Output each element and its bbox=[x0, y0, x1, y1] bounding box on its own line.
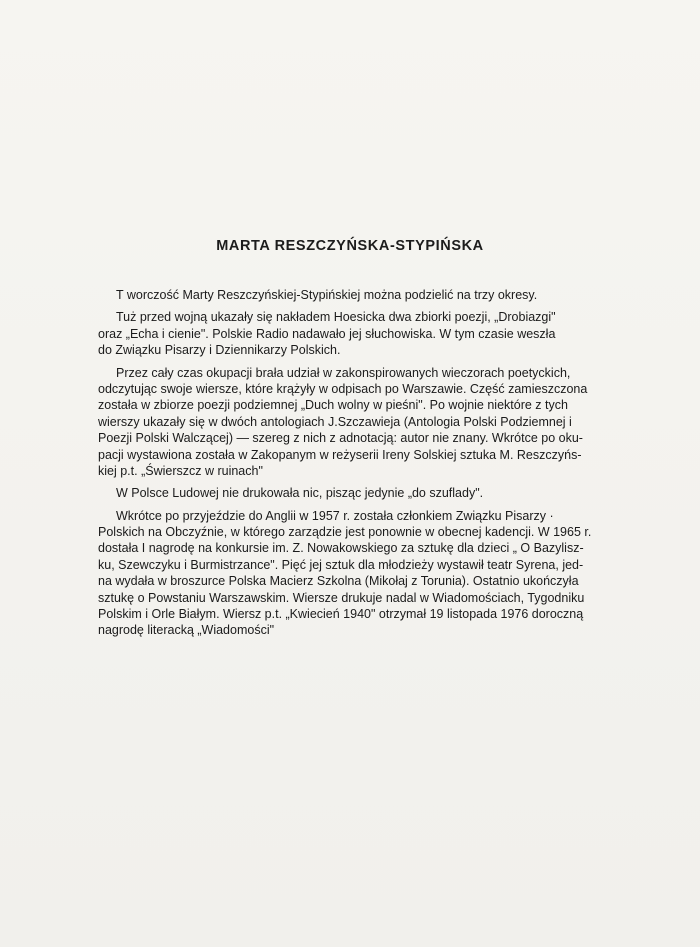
text-line: Poezji Polski Walczącej) — szereg z nich z adnotacją: autor nie znany. Wkrótce po oku- bbox=[98, 431, 583, 446]
text-line: T worczość Marty Reszczyńskiej-Stypińskiej można podzielić na trzy okresy. bbox=[116, 288, 538, 302]
text-line: oraz „Echa i cienie". Polskie Radio nadawało jej słuchowiska. W tym czasie weszła bbox=[98, 326, 556, 341]
text-line: wierszy ukazały się w dwóch antologiach J.Szczawieja (Antologia Polski Podziemnej i bbox=[98, 414, 572, 429]
text-line: dostała I nagrodę na konkursie im. Z. Nowakowskiego za sztukę dla dzieci „ O Bazylisz- bbox=[98, 541, 584, 556]
paragraph-3 bbox=[98, 365, 610, 480]
document-body bbox=[98, 287, 610, 639]
text-line: Polskim i Orle Białym. Wiersz p.t. „Kwiecień 1940" otrzymał 19 listopada 1976 doroczną bbox=[98, 607, 584, 622]
text-line: Polskich na Obczyźnie, w którego zarządzie jest ponownie w obecnej kadencji. W 1965 r. bbox=[98, 525, 592, 540]
text-line: ku, Szewczyku i Burmistrzance". Pięć jej sztuk dla młodzieży wystawił teatr Syrena, jed- bbox=[98, 557, 584, 572]
paragraph-4 bbox=[98, 485, 610, 501]
text-line: pacji wystawiona została w Zakopanym w reżyserii Ireny Solskiej sztuka M. Reszczyńs- bbox=[98, 447, 582, 462]
text-line: do Związku Pisarzy i Dziennikarzy Polskich. bbox=[98, 343, 341, 358]
paragraph-5 bbox=[98, 508, 610, 639]
text-line: Przez cały czas okupacji brała udział w zakonspirowanych wieczorach poetyckich, bbox=[116, 365, 571, 380]
text-line: została w zbiorze poezji podziemnej „Duch wolny w pieśni". Po wojnie niektóre z tych bbox=[98, 398, 568, 413]
page-title: MARTA RESZCZYŃSKA-STYPIŃSKA bbox=[216, 238, 484, 254]
text-line: kiej p.t. „Świerszcz w ruinach" bbox=[98, 463, 263, 478]
paragraph-2 bbox=[98, 309, 610, 358]
paragraph-1 bbox=[98, 287, 610, 303]
text-line: na wydała w broszurce Polska Macierz Szkolna (Mikołaj z Torunia). Ostatnio ukończyła bbox=[98, 574, 579, 589]
text-line: W Polsce Ludowej nie drukowała nic, pisząc jedynie „do szuflady". bbox=[116, 486, 484, 501]
text-line: sztukę o Powstaniu Warszawskim. Wiersze drukuje nadal w Wiadomościach, Tygodniku bbox=[98, 590, 585, 605]
text-line: Tuż przed wojną ukazały się nakładem Hoesicka dwa zbiorki poezji, „Drobiazgi" bbox=[116, 310, 556, 325]
text-line: nagrodę literacką „Wiadomości" bbox=[98, 623, 275, 638]
text-line: odczytując swoje wiersze, które krążyły w odpisach po Warszawie. Część zamieszczona bbox=[98, 381, 588, 396]
text-line: Wkrótce po przyjeździe do Anglii w 1957 r. została członkiem Związku Pisarzy · bbox=[116, 508, 554, 523]
